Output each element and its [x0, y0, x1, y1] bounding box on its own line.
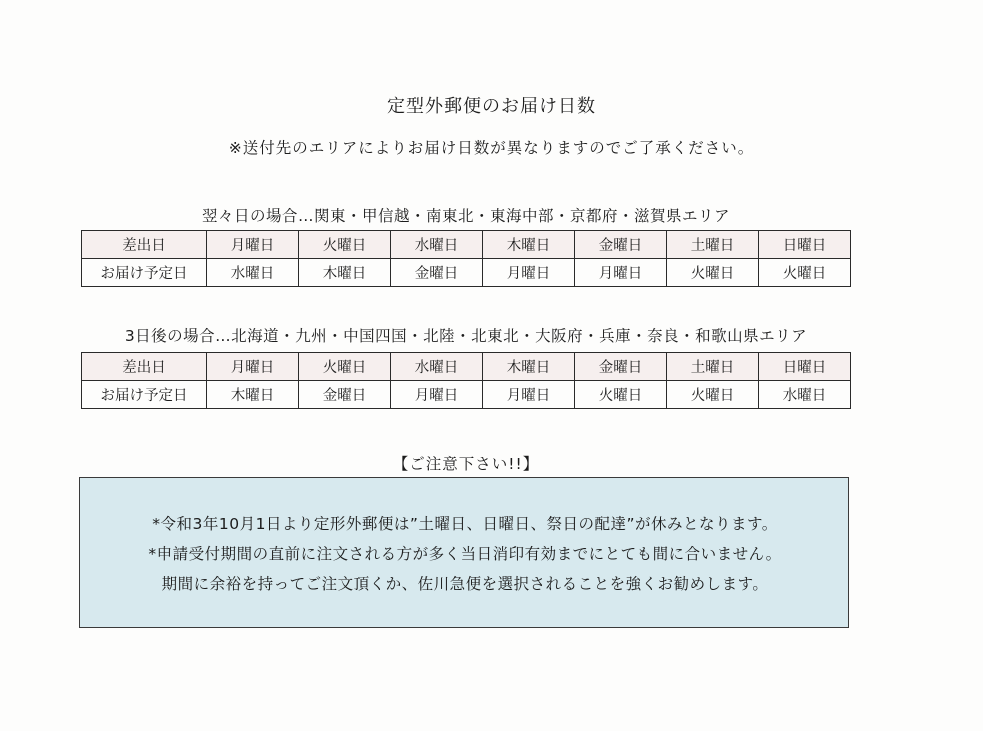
table-cell: 金曜日 — [299, 381, 391, 409]
table-cell: お届け予定日 — [82, 259, 207, 287]
page-title: 定型外郵便のお届け日数 — [387, 96, 596, 117]
table-row-delivery-day — [82, 381, 851, 409]
table-row-ship-day — [82, 231, 851, 259]
table-cell: 月曜日 — [575, 259, 667, 287]
notice-box — [79, 477, 849, 628]
delivery-table-three-days — [81, 352, 851, 409]
table-cell: 月曜日 — [207, 353, 299, 381]
table-cell: 木曜日 — [299, 259, 391, 287]
notice-line: *申請受付期間の直前に注文される方が多く当日消印有効までにとても間に合いません。 — [148, 545, 782, 563]
notice-line: *令和3年10月1日より定形外郵便は”土曜日、日曜日、祭日の配達”が休みとなります。 — [152, 515, 778, 533]
table-cell: 木曜日 — [483, 231, 575, 259]
table-cell: 火曜日 — [299, 231, 391, 259]
table-row-delivery-day — [82, 259, 851, 287]
table-cell: 月曜日 — [207, 231, 299, 259]
section-heading-next-next-day: 翌々日の場合…関東・甲信越・南東北・東海中部・京都府・滋賀県エリア — [201, 207, 730, 225]
notice-heading: 【ご注意下さい!!】 — [392, 455, 540, 473]
table-cell: 金曜日 — [575, 231, 667, 259]
table-cell: 差出日 — [82, 353, 207, 381]
table-cell: 日曜日 — [759, 231, 851, 259]
table-cell: お届け予定日 — [82, 381, 207, 409]
table-cell: 木曜日 — [483, 353, 575, 381]
delivery-table-next-next-day — [81, 230, 851, 287]
page-subtitle: ※送付先のエリアによりお届け日数が異なりますのでご了承ください。 — [228, 139, 755, 157]
section-heading-three-days: 3日後の場合…北海道・九州・中国四国・北陸・北東北・大阪府・兵庫・奈良・和歌山県エリア — [124, 327, 808, 345]
table-cell: 日曜日 — [759, 353, 851, 381]
notice-line: 期間に余裕を持ってご注文頂くか、佐川急便を選択されることを強くお勧めします。 — [161, 575, 769, 593]
table-cell: 水曜日 — [207, 259, 299, 287]
table-cell: 月曜日 — [483, 259, 575, 287]
table-cell: 水曜日 — [391, 353, 483, 381]
table-cell: 火曜日 — [667, 259, 759, 287]
table-cell: 火曜日 — [575, 381, 667, 409]
table-cell: 金曜日 — [391, 259, 483, 287]
table-cell: 月曜日 — [391, 381, 483, 409]
table-cell: 火曜日 — [759, 259, 851, 287]
table-cell: 木曜日 — [207, 381, 299, 409]
table-cell: 火曜日 — [667, 381, 759, 409]
table-cell: 金曜日 — [575, 353, 667, 381]
table-cell: 土曜日 — [667, 231, 759, 259]
table-row-ship-day — [82, 353, 851, 381]
table-cell: 水曜日 — [759, 381, 851, 409]
table-cell: 土曜日 — [667, 353, 759, 381]
table-cell: 火曜日 — [299, 353, 391, 381]
table-cell: 月曜日 — [483, 381, 575, 409]
table-cell: 水曜日 — [391, 231, 483, 259]
table-cell: 差出日 — [82, 231, 207, 259]
